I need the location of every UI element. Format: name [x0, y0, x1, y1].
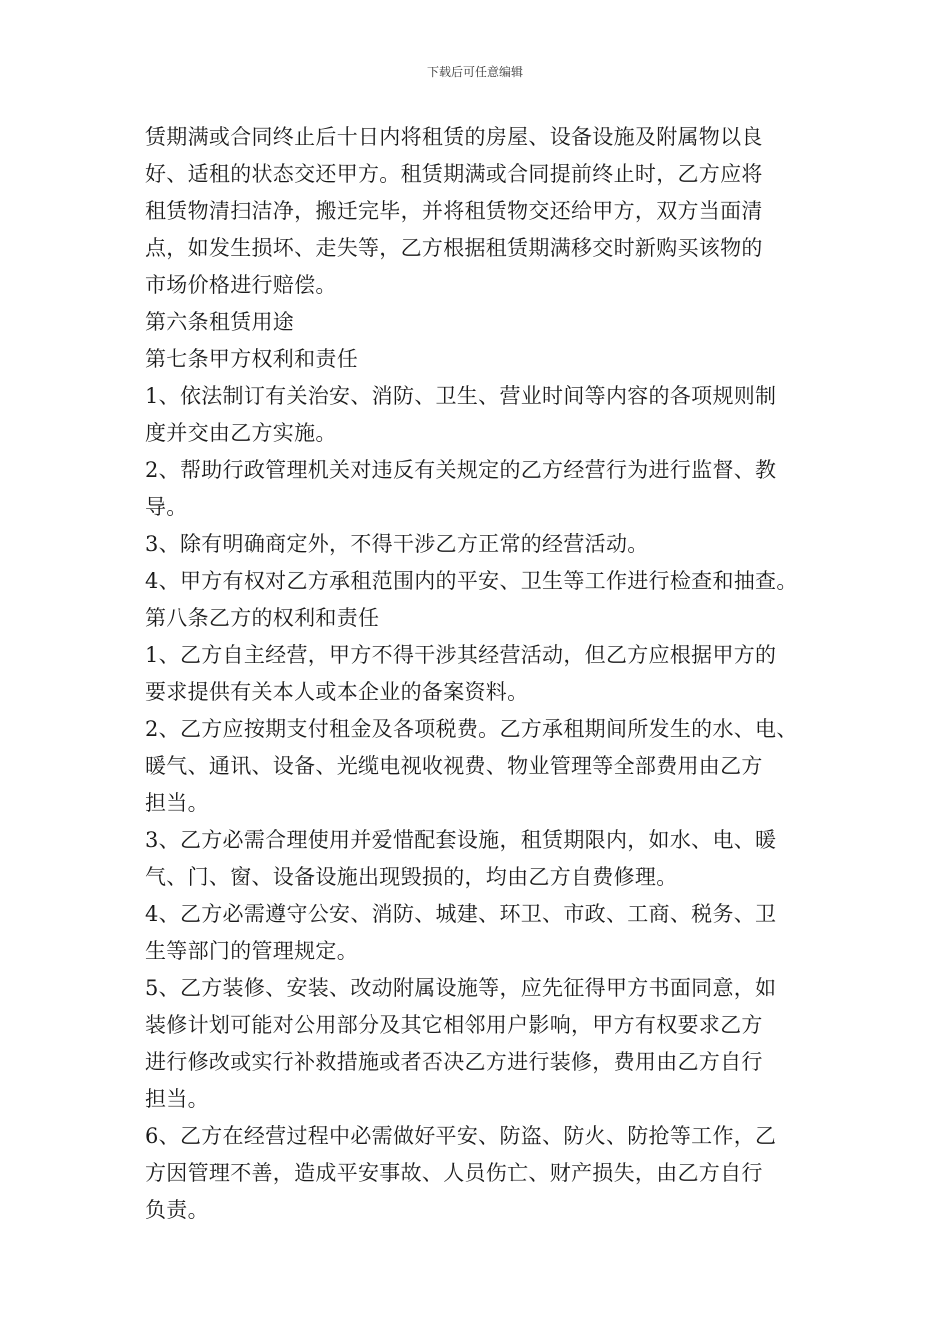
text-line: 市场价格进行赔偿。 — [145, 273, 337, 297]
text-line: 3、乙方必需合理使用并爱惜配套设施，租赁期限内，如水、电、暖 — [145, 828, 777, 852]
section-heading-article-6: 第六条租赁用途 — [145, 310, 295, 334]
text-line: 5、乙方装修、安装、改动附属设施等，应先征得甲方书面同意，如 — [145, 976, 777, 1000]
text-line: 担当。 — [145, 791, 209, 815]
text-line: 4、乙方必需遵守公安、消防、城建、环卫、市政、工商、税务、卫 — [145, 902, 777, 926]
text-line: 6、乙方在经营过程中必需做好平安、防盗、防火、防抢等工作，乙 — [145, 1124, 777, 1148]
text-line: 气、门、窗、设备设施出现毁损的，均由乙方自费修理。 — [145, 865, 678, 889]
text-line: 1、乙方自主经营，甲方不得干涉其经营活动，但乙方应根据甲方的 — [145, 643, 777, 667]
text-line: 租赁物清扫洁净，搬迁完毕，并将租赁物交还给甲方，双方当面清 — [145, 199, 763, 223]
text-line: 赁期满或合同终止后十日内将租赁的房屋、设备设施及附属物以良 — [145, 125, 763, 149]
section-heading-article-8: 第八条乙方的权利和责任 — [145, 606, 380, 630]
text-line: 暖气、通讯、设备、光缆电视收视费、物业管理等全部费用由乙方 — [145, 754, 763, 778]
text-line: 4、甲方有权对乙方承租范围内的平安、卫生等工作进行检查和抽查。 — [145, 569, 798, 593]
text-line: 3、除有明确商定外，不得干涉乙方正常的经营活动。 — [145, 532, 649, 556]
text-line: 进行修改或实行补救措施或者否决乙方进行装修，费用由乙方自行 — [145, 1050, 763, 1074]
document-body — [145, 119, 835, 1229]
text-line: 导。 — [145, 495, 188, 519]
text-line: 度并交由乙方实施。 — [145, 421, 337, 445]
text-line: 生等部门的管理规定。 — [145, 939, 358, 963]
text-line: 方因管理不善，造成平安事故、人员伤亡、财产损失，由乙方自行 — [145, 1161, 763, 1185]
text-line: 2、帮助行政管理机关对违反有关规定的乙方经营行为进行监督、教 — [145, 458, 777, 482]
text-line: 装修计划可能对公用部分及其它相邻用户影响，甲方有权要求乙方 — [145, 1013, 763, 1037]
text-line: 点，如发生损坏、走失等，乙方根据租赁期满移交时新购买该物的 — [145, 236, 763, 260]
text-line: 好、适租的状态交还甲方。租赁期满或合同提前终止时，乙方应将 — [145, 162, 763, 186]
section-heading-article-7: 第七条甲方权利和责任 — [145, 347, 358, 371]
text-line: 担当。 — [145, 1087, 209, 1111]
text-line: 1、依法制订有关治安、消防、卫生、营业时间等内容的各项规则制 — [145, 384, 777, 408]
text-line: 2、乙方应按期支付租金及各项税费。乙方承租期间所发生的水、电、 — [145, 717, 798, 741]
page-header: 下载后可任意编辑 — [426, 65, 523, 79]
text-line: 负责。 — [145, 1198, 209, 1222]
text-line: 要求提供有关本人或本企业的备案资料。 — [145, 680, 529, 704]
